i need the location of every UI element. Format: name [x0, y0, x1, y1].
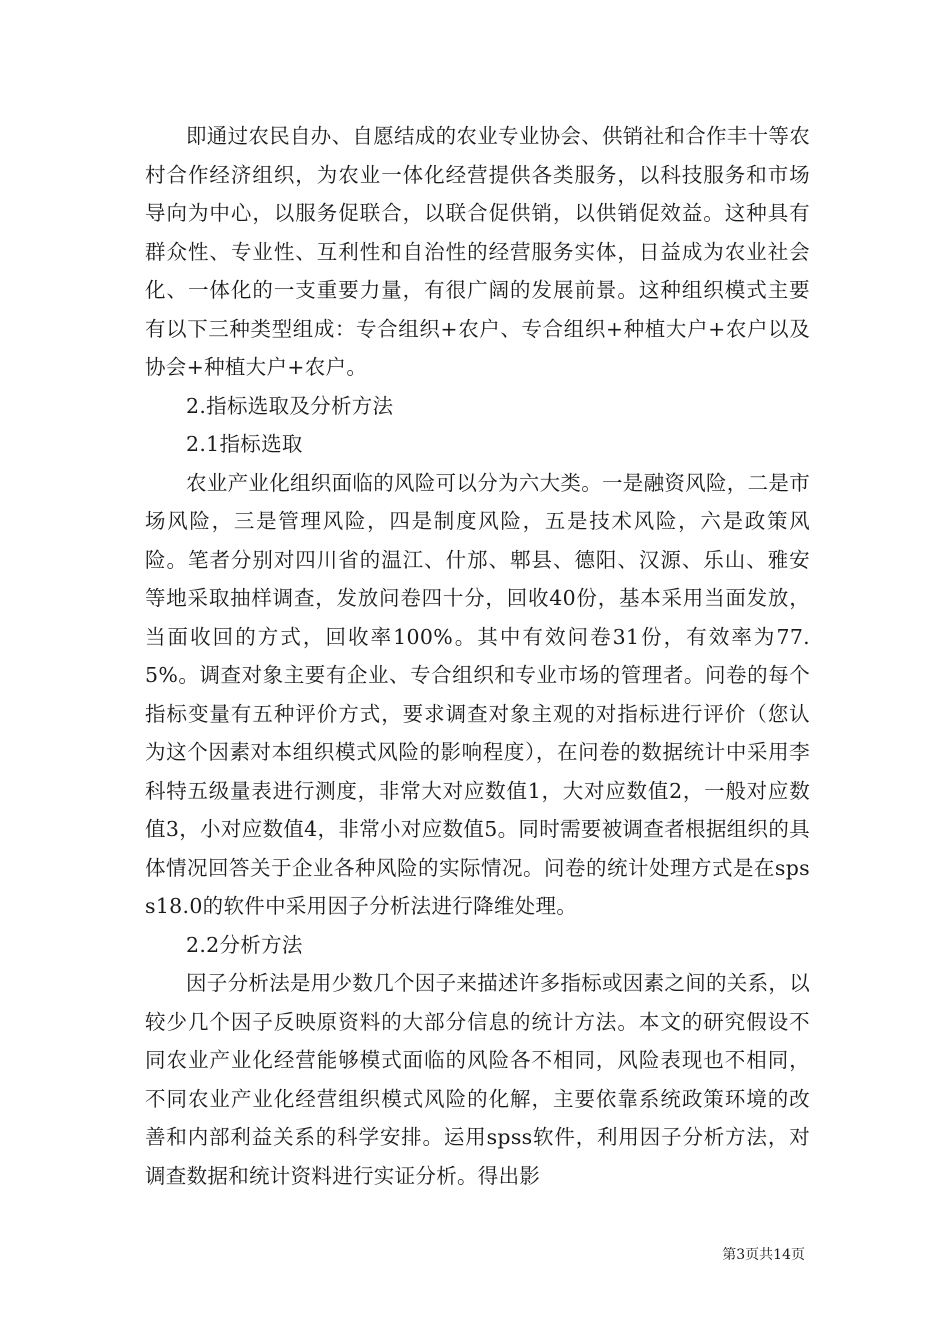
document-body [145, 117, 810, 1195]
section-heading-indicators-methods: 2.指标选取及分析方法 [186, 393, 394, 418]
paragraph-risk-survey: 农业产业化组织面临的风险可以分为六大类。一是融资风险，二是市场风险，三是管理风险，四是制度风险，五是技术风险，六是政策风险。笔者分别对四川省的温江、什邡、郫县、德阳、汉源、乐山、雅安等地采取抽样调查，发放问卷四十分，回收40份，基本采用当面发放，当面收回的方式，回收率100%。其中有效问卷31份，有效率为77.5%。调查对象主要有企业、专合组织和专业市场的管理者。问卷的每个指标变量有五种评价方式，要求调查对象主观的对指标进行评价（您认为这个因素对本组织模式风险的影响程度），在问卷的数据统计中采用李科特五级量表进行测度，非常大对应数值1，大对应数值2，一般对应数值3，小对应数值4，非常小对应数值5。同时需要被调查者根据组织的具体情况回答关于企业各种风险的实际情况。问卷的统计处理方式是在spss18.0的软件中采用因子分析法进行降维处理。 [145, 470, 810, 918]
paragraph-organization-model: 即通过农民自办、自愿结成的农业专业协会、供销社和合作丰十等农村合作经济组织，为农业一体化经营提供各类服务，以科技服务和市场导向为中心，以服务促联合，以联合促供销，以供销促效益。这种具有群众性、专业性、互利性和自治性的经营服务实体，日益成为农业社会化、一体化的一支重要力量，有很广阔的发展前景。这种组织模式主要有以下三种类型组成：专合组织+农户、专合组织+种植大户+农户以及协会+种植大户+农户。 [145, 124, 810, 379]
subsection-heading-indicator-selection: 2.1指标选取 [186, 432, 303, 456]
page-number: 第3页共14页 [722, 1247, 805, 1263]
paragraph-factor-analysis: 因子分析法是用少数几个因子来描述许多指标或因素之间的关系，以较少几个因子反映原资料的大部分信息的统计方法。本文的研究假设不同农业产业化经营能够模式面临的风险各不相同，风险表现也不相同，不同农业产业化经营组织模式风险的化解，主要依靠系统政策环境的改善和内部利益关系的科学安排。运用spss软件，利用因子分析方法，对调查数据和统计资料进行实证分析。得出影 [145, 971, 810, 1188]
subsection-heading-analysis-method: 2.2分析方法 [186, 932, 303, 957]
